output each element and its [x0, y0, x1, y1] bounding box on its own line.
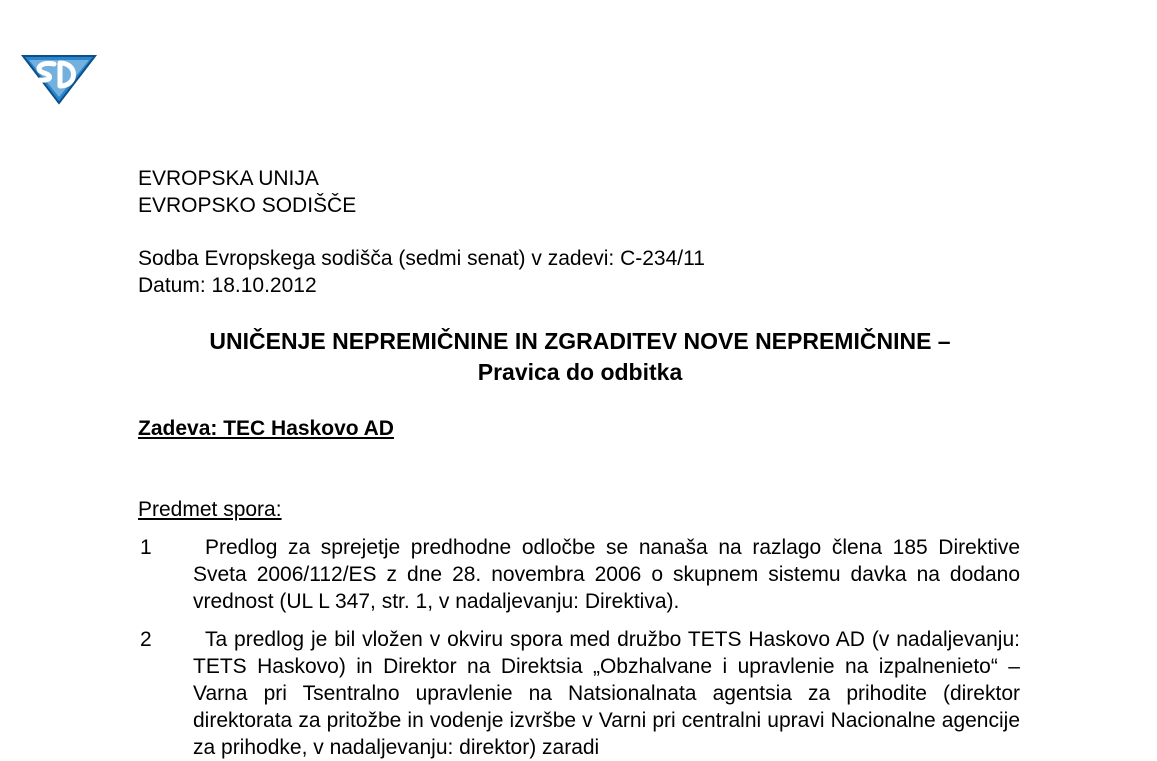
judgment-line: Sodba Evropskega sodišča (sedmi senat) v zadevi: C-234/11 [138, 247, 705, 270]
date-line: Datum: 18.10.2012 [138, 274, 317, 297]
section-heading: Predmet spora: [138, 498, 282, 521]
union-label: EVROPSKA UNIJA [138, 167, 319, 190]
paragraph-number: 2 [140, 628, 152, 651]
document-title: UNIČENJE NEPREMIČNINE IN ZGRADITEV NOVE NEPREMIČNINE – [209, 328, 951, 354]
paragraph-text: Ta predlog je bil vložen v okviru spora med družbo TETS Haskovo AD (v nadaljevanju: TETS Haskovo) in Direktor na Direktsia „Obzhalvane i upravlenie na izpalnenieto“ – Varna pri Tsentralno upravlenie na Natsionalnata agentsia za prihodite (direktor direktorata za pritožbe in vodenje izvršbe v Varni pri centralni upravi Nacionalne agencije za prihodke, v nadaljevanju: direktor) zaradi [193, 628, 1020, 759]
document-subtitle: Pravica do odbitka [477, 359, 683, 385]
court-label: EVROPSKO SODIŠČE [138, 194, 357, 217]
paragraph-text: Predlog za sprejetje predhodne odločbe se nanaša na razlago člena 185 Direktive Sveta 2006/112/ES z dne 28. novembra 2006 o skupnem sistemu davka na dodano vrednost (UL L 347, str. 1, v nadaljevanju: Direktiva). [193, 536, 1020, 613]
subject-heading: Zadeva: TEC Haskovo AD [138, 417, 394, 440]
paragraph-number: 1 [140, 536, 152, 559]
sd-shield-logo-icon [20, 46, 98, 106]
